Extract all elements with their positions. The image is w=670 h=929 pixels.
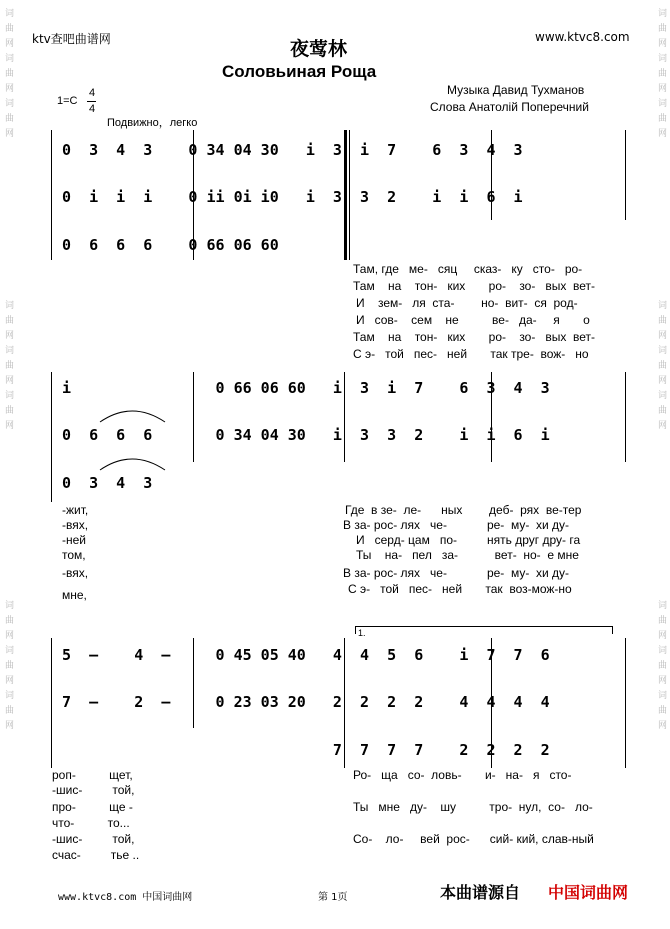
lyric-line: И серд- цам по- нять друг дру- га — [356, 533, 581, 547]
lyric-line: Там на тон- ких ро- зо- вых вет- — [353, 330, 596, 344]
watermark-left: 词曲网词曲网词曲网 — [3, 8, 13, 143]
watermark-right: 词曲网词曲网词曲网 — [656, 300, 666, 435]
staff-row-1: 5 – 4 – 0 45 05 40 4 4 5 6 i 7 7 6 — [62, 646, 550, 664]
volta-bracket-right — [612, 626, 613, 634]
staff-row-2: 0 i i i 0 ii 0i i0 i 3 3 2 i i 6 i — [62, 188, 523, 206]
left-lyric: счас- тье .. — [52, 848, 140, 862]
watermark-right: 词曲网词曲网词曲网 — [656, 600, 666, 735]
staff-row-3: 0 6 6 6 0 66 06 60 — [62, 236, 279, 254]
key-signature: 1=C — [57, 95, 78, 107]
time-signature-line — [87, 101, 96, 102]
system-2-end-bar — [625, 372, 626, 462]
lyric-line: С э- той пес- ней так тре- вож- но — [353, 347, 589, 361]
lyric-line: Ро- ща со- ловь- и- на- я сто- — [353, 768, 572, 782]
time-signature-bottom: 4 — [89, 103, 96, 115]
time-signature-top: 4 — [89, 87, 96, 99]
lyric-line: Ты мне ду- шу тро- нул, со- ло- — [353, 800, 593, 814]
volta-bracket — [355, 626, 613, 627]
lyric-line: И сов- сем не ве- да- я о — [356, 313, 590, 327]
watermark-left: 词曲网词曲网词曲网 — [3, 300, 13, 435]
lyric-line: С э- той пес- ней так воз-мож-но — [348, 582, 572, 596]
watermark-right: 词曲网词曲网词曲网 — [656, 8, 666, 143]
footer-source-label: 本曲谱源自 — [440, 883, 521, 902]
system-1-end-bar — [625, 130, 626, 220]
staff-row-2: 7 – 2 – 0 23 03 20 2 2 2 2 4 4 4 4 — [62, 693, 550, 711]
lyric-line: Где в зе- ле- ных деб- рях ве-тер — [345, 503, 582, 517]
system-3-start-bar — [51, 638, 52, 768]
volta-bracket-left — [355, 626, 356, 634]
slur-upper — [100, 411, 165, 422]
lyric-line: В за- рос- лях че- ре- му- хи ду- — [343, 518, 570, 532]
left-lyric: про- ще - — [52, 800, 133, 814]
left-lyric: роп- щет, — [52, 768, 133, 782]
lyric-line: В за- рос- лях че- ре- му- хи ду- — [343, 566, 570, 580]
slur-lower — [100, 459, 165, 470]
left-lyric: -шис- той, — [52, 832, 135, 846]
left-lyric: -ней — [62, 533, 86, 547]
system-1-start-bar — [51, 130, 52, 260]
left-lyric: что- то... — [52, 816, 130, 830]
header-left-site: ktv查吧曲谱网 — [32, 32, 111, 46]
left-lyric: мне, — [62, 588, 87, 602]
slur-marks — [95, 405, 175, 485]
lyric-line: Там на тон- ких ро- зо- вых вет- — [353, 279, 596, 293]
left-lyric: том, — [62, 548, 86, 562]
credit-words: Слова Анатолій Поперечний — [430, 100, 589, 114]
footer-site: www.ktvc8.com 中国词曲网 — [58, 892, 193, 903]
left-lyric: -вях, — [62, 566, 89, 580]
header-right-site: www.ktvc8.com — [535, 30, 630, 44]
watermark-left: 词曲网词曲网词曲网 — [3, 600, 13, 735]
tempo-marking: Подвижно，легко — [107, 117, 198, 129]
footer-source-name: 中国词曲网 — [548, 883, 629, 902]
staff-row-3: 7 7 7 7 2 2 2 2 — [62, 741, 550, 759]
left-lyric: -вях, — [62, 518, 89, 532]
lyric-line: Там, где ме- сяц сказ- ку сто- ро- — [353, 262, 583, 276]
lyric-line: Ты на- пел за- вет- но- е мне — [356, 548, 579, 562]
footer-page-number: 第 1页 — [318, 892, 348, 903]
left-lyric: -жит, — [62, 503, 89, 517]
volta-number: 1. — [358, 628, 366, 638]
title-chinese: 夜莺林 — [290, 38, 348, 60]
left-lyric: -шис- той, — [52, 783, 135, 797]
system-3-end-bar — [625, 638, 626, 768]
credit-music: Музыка Давид Тухманов — [447, 83, 585, 97]
staff-row-3: 0 3 4 3 — [62, 474, 153, 492]
system-2-start-bar — [51, 372, 52, 502]
lyric-line: И зем- ля ста- но- вит- ся род- — [356, 296, 578, 310]
title-russian: Соловьиная Роща — [222, 62, 377, 81]
staff-row-2: 0 6 6 6 0 34 04 30 i 3 3 2 i i 6 i — [62, 426, 550, 444]
lyric-line: Со- ло- вей рос- сий- кий, слав-ный — [353, 832, 594, 846]
staff-row-1: i 0 66 06 60 i 3 i 7 6 3 4 3 — [62, 379, 550, 397]
staff-row-1: 0 3 4 3 0 34 04 30 i 3 i 7 6 3 4 3 — [62, 141, 523, 159]
